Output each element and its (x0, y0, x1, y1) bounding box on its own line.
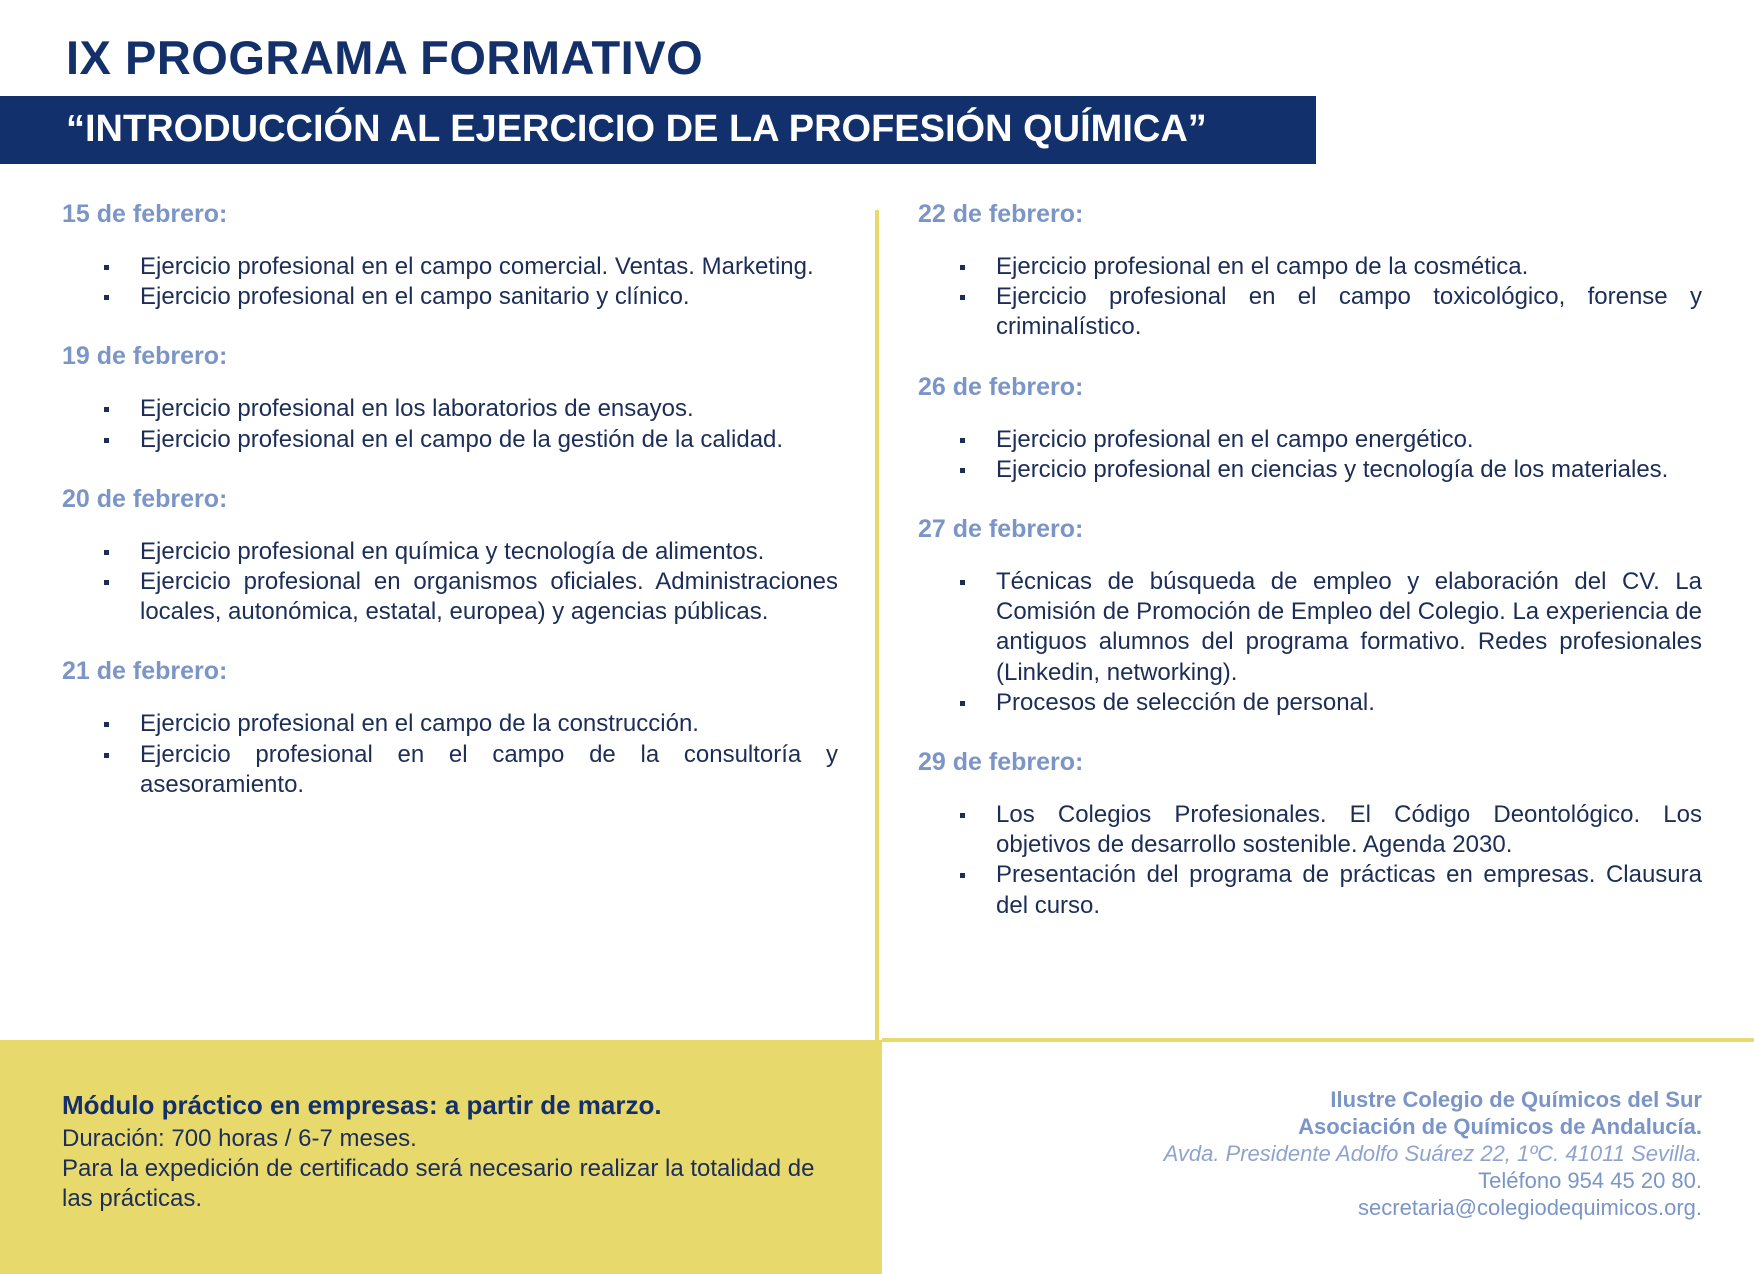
org-email: secretaria@colegiodequimicos.org. (1358, 1195, 1702, 1220)
item-text: Ejercicio profesional en los laboratorios de ensayos. (140, 395, 694, 423)
schedule-day (918, 196, 1702, 343)
list-item (62, 709, 838, 739)
day-date: 21 de febrero: (62, 657, 228, 686)
item-text: Ejercicio profesional en química y tecnología de alimentos. (140, 537, 765, 565)
list-item (918, 567, 1702, 688)
item-text: Ejercicio profesional en el campo de la construcción. (140, 710, 699, 738)
list-item (62, 252, 838, 282)
day-items (62, 537, 838, 628)
footer-divider (882, 1038, 1754, 1042)
list-item (62, 394, 838, 424)
list-item (918, 282, 1702, 342)
day-items (62, 709, 838, 800)
item-text: Ejercicio profesional en el campo de la consultoría y asesoramiento. (140, 740, 838, 798)
day-items (62, 394, 838, 454)
org-phone: Teléfono 954 45 20 80. (1478, 1168, 1702, 1193)
item-text: Técnicas de búsqueda de empleo y elaboración del CV. La Comisión de Promoción de Empleo del Colegio. La experiencia de antiguos alumnos del programa formativo. Redes profesionales (Linkedin, networking). (996, 568, 1702, 686)
bullet-icon (960, 701, 965, 706)
item-text: Ejercicio profesional en el campo de la cosmética. (996, 253, 1529, 280)
day-date: 29 de febrero: (918, 748, 1084, 777)
list-item (918, 800, 1702, 860)
item-text: Ejercicio profesional en el campo energético. (996, 425, 1474, 453)
bullet-icon (960, 468, 965, 473)
list-item (62, 282, 838, 312)
bullet-icon (960, 265, 965, 270)
schedule-right-column (918, 196, 1702, 947)
item-text: Ejercicio profesional en organismos oficiales. Administraciones locales, autonómica, estatal, europea) y agencias públicas. (140, 568, 838, 626)
day-date: 20 de febrero: (62, 484, 228, 513)
page-title: IX PROGRAMA FORMATIVO (66, 31, 704, 84)
item-text: Ejercicio profesional en ciencias y tecnología de los materiales. (996, 455, 1669, 483)
bullet-icon (104, 722, 109, 727)
module-note: Para la expedición de certificado será necesario realizar la totalidad de las prácticas. (62, 1155, 815, 1212)
schedule-day (918, 744, 1702, 921)
schedule-day (62, 338, 838, 454)
day-items (62, 252, 838, 312)
bullet-icon (104, 550, 109, 555)
bullet-icon (104, 407, 109, 412)
list-item (918, 455, 1702, 485)
org-address: Avda. Presidente Adolfo Suárez 22, 1ºC. 41011 Sevilla. (1163, 1141, 1702, 1166)
item-text: Ejercicio profesional en el campo de la gestión de la calidad. (140, 425, 784, 453)
bullet-icon (960, 295, 965, 300)
item-text: Ejercicio profesional en el campo sanitario y clínico. (140, 283, 690, 311)
item-text: Ejercicio profesional en el campo comercial. Ventas. Marketing. (140, 253, 814, 280)
schedule-day (62, 481, 838, 628)
practice-module-panel (0, 1040, 882, 1274)
bullet-icon (104, 265, 109, 270)
schedule-day (62, 653, 838, 800)
bullet-icon (960, 873, 965, 878)
bullet-icon (960, 813, 965, 818)
list-item (918, 252, 1702, 282)
day-items (918, 425, 1702, 485)
subtitle-banner (0, 96, 1316, 164)
bullet-icon (104, 295, 109, 300)
list-item (62, 537, 838, 567)
day-items (918, 800, 1702, 921)
module-title: Módulo práctico en empresas: a partir de marzo. (62, 1090, 662, 1120)
bullet-icon (104, 580, 109, 585)
day-date: 27 de febrero: (918, 515, 1084, 544)
day-items (918, 567, 1702, 718)
day-date: 26 de febrero: (918, 372, 1084, 401)
item-text: Los Colegios Profesionales. El Código Deontológico. Los objetivos de desarrollo sostenible. Agenda 2030. (996, 801, 1702, 859)
list-item (62, 567, 838, 627)
list-item (918, 425, 1702, 455)
bullet-icon (104, 753, 109, 758)
bullet-icon (960, 580, 965, 585)
item-text: Ejercicio profesional en el campo toxicológico, forense y criminalístico. (996, 283, 1702, 341)
item-text: Presentación del programa de prácticas en empresas. Clausura del curso. (996, 861, 1702, 919)
contact-block (1164, 1086, 1702, 1221)
schedule-day (918, 511, 1702, 718)
day-date: 15 de febrero: (62, 200, 228, 228)
org-association: Asociación de Químicos de Andalucía. (1298, 1114, 1702, 1139)
list-item (62, 740, 838, 800)
bullet-icon (104, 438, 109, 443)
column-divider (875, 210, 879, 1040)
item-text: Procesos de selección de personal. (996, 688, 1375, 716)
module-duration: Duración: 700 horas / 6-7 meses. (62, 1125, 417, 1152)
day-date: 22 de febrero: (918, 200, 1084, 228)
schedule-left-column (62, 196, 838, 826)
schedule-day (918, 369, 1702, 485)
subtitle-text: “INTRODUCCIÓN AL EJERCICIO DE LA PROFESIÓN QUÍMICA” (66, 108, 1207, 150)
bullet-icon (960, 438, 965, 443)
list-item (918, 860, 1702, 920)
schedule-day (62, 196, 838, 312)
day-items (918, 252, 1702, 343)
day-date: 19 de febrero: (62, 342, 228, 371)
list-item (62, 425, 838, 455)
list-item (918, 688, 1702, 718)
org-name: Ilustre Colegio de Químicos del Sur (1330, 1087, 1702, 1112)
